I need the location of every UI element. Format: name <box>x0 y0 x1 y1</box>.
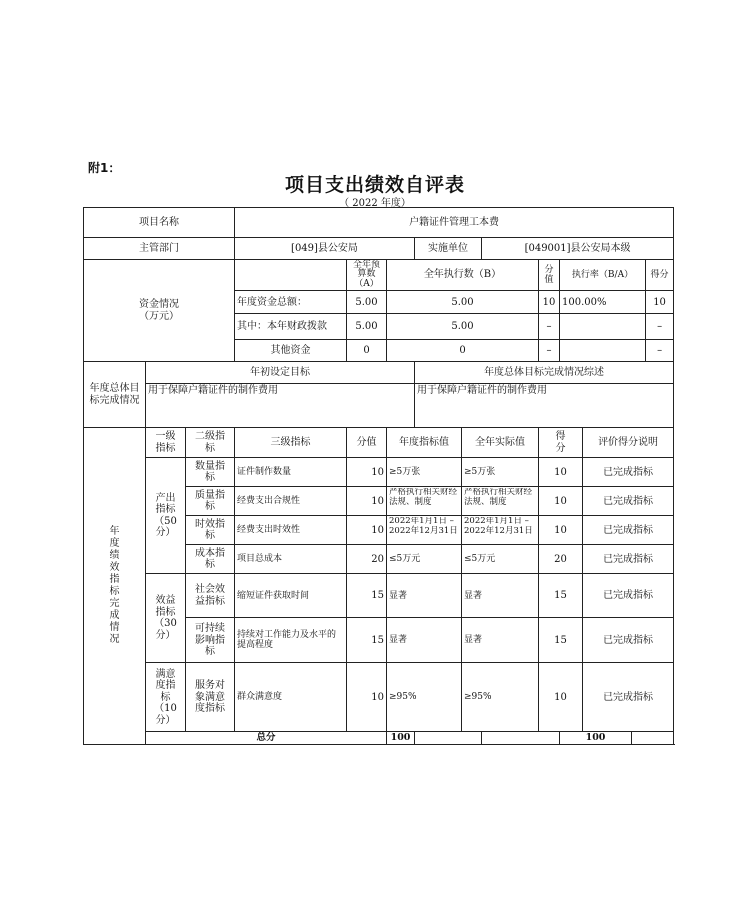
perf-level2: 成本指标 <box>186 545 235 574</box>
total-weight: 100 <box>387 732 415 745</box>
perf-header-row <box>84 428 674 458</box>
funds-row-exec: 5.00 <box>387 314 539 340</box>
perf-target: ≥5万张 <box>387 458 462 487</box>
perf-level3: 证件制作数量 <box>235 458 347 487</box>
perf-level1: 产出指标（50分） <box>146 458 186 574</box>
funds-col-rate: 执行率（B/A） <box>560 260 646 291</box>
total-row <box>84 732 674 745</box>
funds-row-weight: – <box>539 340 560 362</box>
perf-row <box>84 663 674 732</box>
perf-score: 10 <box>539 663 583 732</box>
perf-col-actual: 全年实际值 <box>462 428 539 458</box>
perf-target: 严格执行相关财经法规、制度 <box>387 487 462 516</box>
funds-row-score: – <box>646 340 674 362</box>
perf-col-comment: 评价得分说明 <box>583 428 674 458</box>
page-title: 项目支出绩效自评表 <box>284 174 465 196</box>
dept-label: 主管部门 <box>84 238 235 260</box>
perf-level2: 数量指标 <box>186 458 235 487</box>
perf-col-level1: 一级指标 <box>146 428 186 458</box>
perf-level2: 社会效益指标 <box>186 574 235 618</box>
funds-row-rate <box>560 340 646 362</box>
impl-label: 实施单位 <box>415 238 482 260</box>
perf-target: 显著 <box>387 574 462 618</box>
perf-level2: 可持续影响指标 <box>186 618 235 663</box>
perf-actual: ≥95% <box>462 663 539 732</box>
perf-row <box>84 574 674 618</box>
perf-weight: 15 <box>347 574 387 618</box>
perf-comment: 已完成指标 <box>583 516 674 545</box>
project-name-label: 项目名称 <box>84 208 235 238</box>
perf-weight: 10 <box>347 487 387 516</box>
perf-score: 10 <box>539 487 583 516</box>
perf-weight: 20 <box>347 545 387 574</box>
performance-table <box>83 207 674 745</box>
perf-level2: 服务对象满意度指标 <box>186 663 235 732</box>
perf-actual: 2022年1月1日 – 2022年12月31日 <box>462 516 539 545</box>
goals-header-row <box>84 362 674 384</box>
goals-text-row <box>84 384 674 428</box>
funds-row-exec: 0 <box>387 340 539 362</box>
funds-row-weight: 10 <box>539 291 560 314</box>
funds-col-exec: 全年执行数（B） <box>387 260 539 291</box>
perf-level3: 经费支出合规性 <box>235 487 347 516</box>
total-score: 100 <box>560 732 632 745</box>
perf-level2: 时效指标 <box>186 516 235 545</box>
project-name-value: 户籍证件管理工本费 <box>235 208 674 238</box>
funds-row-label: 其他资金 <box>235 340 347 362</box>
perf-level1: 效益指标（30分） <box>146 574 186 663</box>
perf-target: ≥95% <box>387 663 462 732</box>
perf-col-target: 年度指标值 <box>387 428 462 458</box>
funds-row-rate: 100.00% <box>560 291 646 314</box>
perf-weight: 15 <box>347 618 387 663</box>
perf-col-level3: 三级指标 <box>235 428 347 458</box>
funds-row-weight: – <box>539 314 560 340</box>
impl-value: [049001]县公安局本级 <box>482 238 674 260</box>
perf-score: 15 <box>539 618 583 663</box>
goals-set-text: 用于保障户籍证件的制作费用 <box>146 384 415 428</box>
perf-level2: 质量指标 <box>186 487 235 516</box>
funds-row-label: 其中：本年财政拨款 <box>235 314 347 340</box>
funds-row-rate <box>560 314 646 340</box>
perf-comment: 已完成指标 <box>583 545 674 574</box>
perf-comment: 已完成指标 <box>583 458 674 487</box>
funds-row-budget: 0 <box>347 340 387 362</box>
perf-col-weight: 分值 <box>347 428 387 458</box>
perf-level1: 满意度指标（10分） <box>146 663 186 732</box>
goals-done-header: 年度总体目标完成情况综述 <box>415 362 674 384</box>
perf-row <box>84 458 674 487</box>
funds-row-budget: 5.00 <box>347 314 387 340</box>
total-blank <box>415 732 482 745</box>
funds-row-exec: 5.00 <box>387 291 539 314</box>
funds-row-score: – <box>646 314 674 340</box>
perf-target: ≤5万元 <box>387 545 462 574</box>
funds-col-budget: 全年预算数（A） <box>347 260 387 291</box>
perf-level3: 群众满意度 <box>235 663 347 732</box>
perf-actual: 显著 <box>462 574 539 618</box>
funds-label: 资金情况 （万元） <box>84 260 235 362</box>
perf-actual: ≤5万元 <box>462 545 539 574</box>
perf-score: 10 <box>539 458 583 487</box>
funds-header-row <box>84 260 674 291</box>
perf-comment: 已完成指标 <box>583 574 674 618</box>
perf-score: 20 <box>539 545 583 574</box>
dept-value: [049]县公安局 <box>235 238 415 260</box>
perf-level3: 项目总成本 <box>235 545 347 574</box>
perf-level3: 经费支出时效性 <box>235 516 347 545</box>
attachment-label: 附1： <box>88 161 121 175</box>
perf-target: 显著 <box>387 618 462 663</box>
project-name-row <box>84 208 674 238</box>
perf-weight: 10 <box>347 663 387 732</box>
dept-row <box>84 238 674 260</box>
perf-level3: 缩短证件获取时间 <box>235 574 347 618</box>
perf-col-level2: 二级指标 <box>186 428 235 458</box>
perf-comment: 已完成指标 <box>583 663 674 732</box>
funds-row-label: 年度资金总额： <box>235 291 347 314</box>
year-subtitle: （ 2022 年度） <box>339 198 411 209</box>
perf-score: 15 <box>539 574 583 618</box>
perf-side-label: 年度绩效指标完成情况 <box>84 428 146 745</box>
goals-label: 年度总体目标完成情况 <box>84 362 146 428</box>
perf-score: 10 <box>539 516 583 545</box>
funds-col-weight: 分值 <box>539 260 560 291</box>
perf-actual: 显著 <box>462 618 539 663</box>
perf-comment: 已完成指标 <box>583 487 674 516</box>
goals-done-text: 用于保障户籍证件的制作费用 <box>415 384 674 428</box>
perf-weight: 10 <box>347 516 387 545</box>
goals-set-header: 年初设定目标 <box>146 362 415 384</box>
funds-row-score: 10 <box>646 291 674 314</box>
funds-col-score: 得分 <box>646 260 674 291</box>
perf-target: 2022年1月1日 – 2022年12月31日 <box>387 516 462 545</box>
perf-weight: 10 <box>347 458 387 487</box>
total-label: 总分 <box>146 732 387 745</box>
funds-row-budget: 5.00 <box>347 291 387 314</box>
perf-actual: 严格执行相关财经法规、制度 <box>462 487 539 516</box>
total-blank <box>482 732 560 745</box>
perf-actual: ≥5万张 <box>462 458 539 487</box>
total-blank <box>632 732 674 745</box>
perf-col-score: 得分 <box>539 428 583 458</box>
perf-level3: 持续对工作能力及水平的提高程度 <box>235 618 347 663</box>
funds-corner <box>235 260 347 291</box>
perf-comment: 已完成指标 <box>583 618 674 663</box>
